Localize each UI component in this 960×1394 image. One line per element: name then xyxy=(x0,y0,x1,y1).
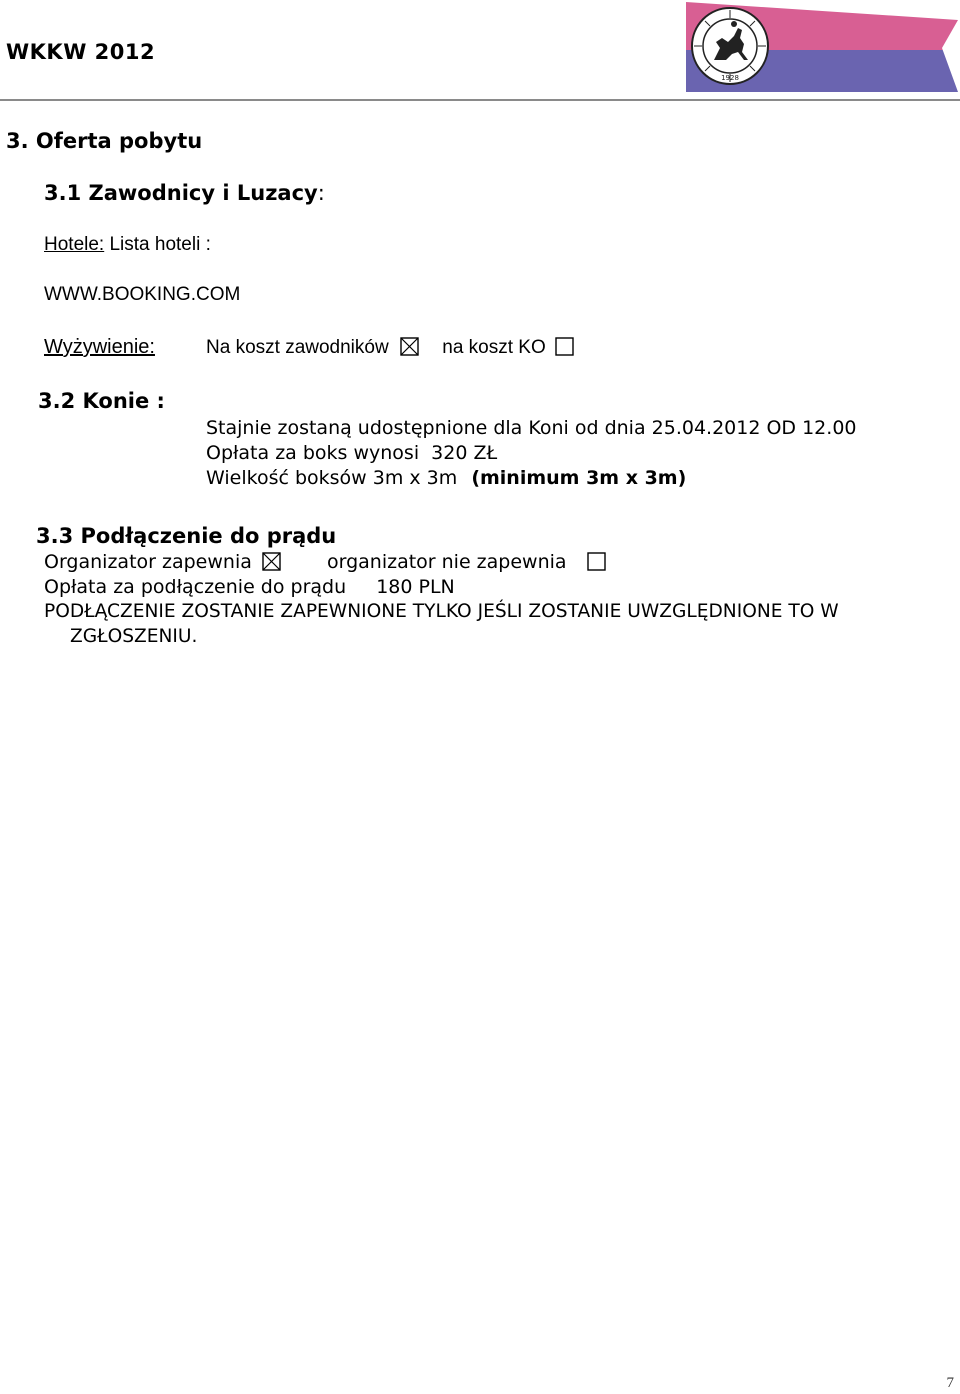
subsection-3-1-heading: 3.1 Zawodnicy i Luzacy xyxy=(44,181,318,205)
box-size-minimum: (minimum 3m x 3m) xyxy=(471,467,687,489)
power-option-provided-label: Organizator zapewnia xyxy=(44,551,252,573)
booking-url[interactable]: WWW.BOOKING.COM xyxy=(44,284,241,305)
power-fee-value: 180 PLN xyxy=(376,576,455,598)
subsection-3-1-title xyxy=(44,181,325,205)
power-note-line1: PODŁĄCZENIE ZOSTANIE ZAPEWNIONE TYLKO JEŚLI ZOSTANIE UWZGLĘDNIONE TO W xyxy=(44,601,839,622)
power-option-not-provided-checkbox[interactable] xyxy=(587,552,606,571)
food-option-players-label: Na koszt zawodników xyxy=(206,337,389,358)
box-size: Wielkość boksów 3m x 3m xyxy=(206,467,458,489)
stables-availability: Stajnie zostaną udostępnione dla Koni od dnia 25.04.2012 OD 12.00 xyxy=(206,417,857,439)
box-fee: Opłata za boks wynosi 320 ZŁ xyxy=(206,442,498,464)
food-option-ko-checkbox[interactable] xyxy=(555,337,574,356)
power-option-not-provided-label: organizator nie zapewnia xyxy=(326,551,567,573)
food-line xyxy=(44,336,155,359)
section-title: 3. Oferta pobytu xyxy=(6,129,203,153)
food-options xyxy=(206,337,574,359)
hotels-line xyxy=(44,234,211,256)
food-option-players-checkbox[interactable] xyxy=(400,337,419,356)
power-options xyxy=(44,551,606,573)
page-number: 7 xyxy=(946,1375,954,1391)
subsection-3-1-colon: : xyxy=(317,181,325,205)
pzj-pennant-logo xyxy=(686,2,958,94)
subsection-3-3-title: 3.3 Podłączenie do prądu xyxy=(36,524,337,548)
header-rule xyxy=(0,99,960,101)
power-note-line2: ZGŁOSZENIU. xyxy=(70,626,198,647)
subsection-3-2-title: 3.2 Konie : xyxy=(38,389,165,413)
food-label: Wyżywienie: xyxy=(44,336,155,358)
hotels-text: Lista hoteli : xyxy=(109,234,211,255)
power-option-provided-checkbox[interactable] xyxy=(262,552,281,571)
hotels-label: Hotele: xyxy=(44,234,105,255)
food-option-ko-label: na koszt KO xyxy=(442,337,546,358)
box-size-line xyxy=(206,467,686,489)
power-fee-line xyxy=(44,576,455,598)
power-fee-label: Opłata za podłączenie do prądu xyxy=(44,576,347,598)
logo-year: 1928 xyxy=(721,74,739,82)
header-title: WKKW 2012 xyxy=(6,40,156,64)
